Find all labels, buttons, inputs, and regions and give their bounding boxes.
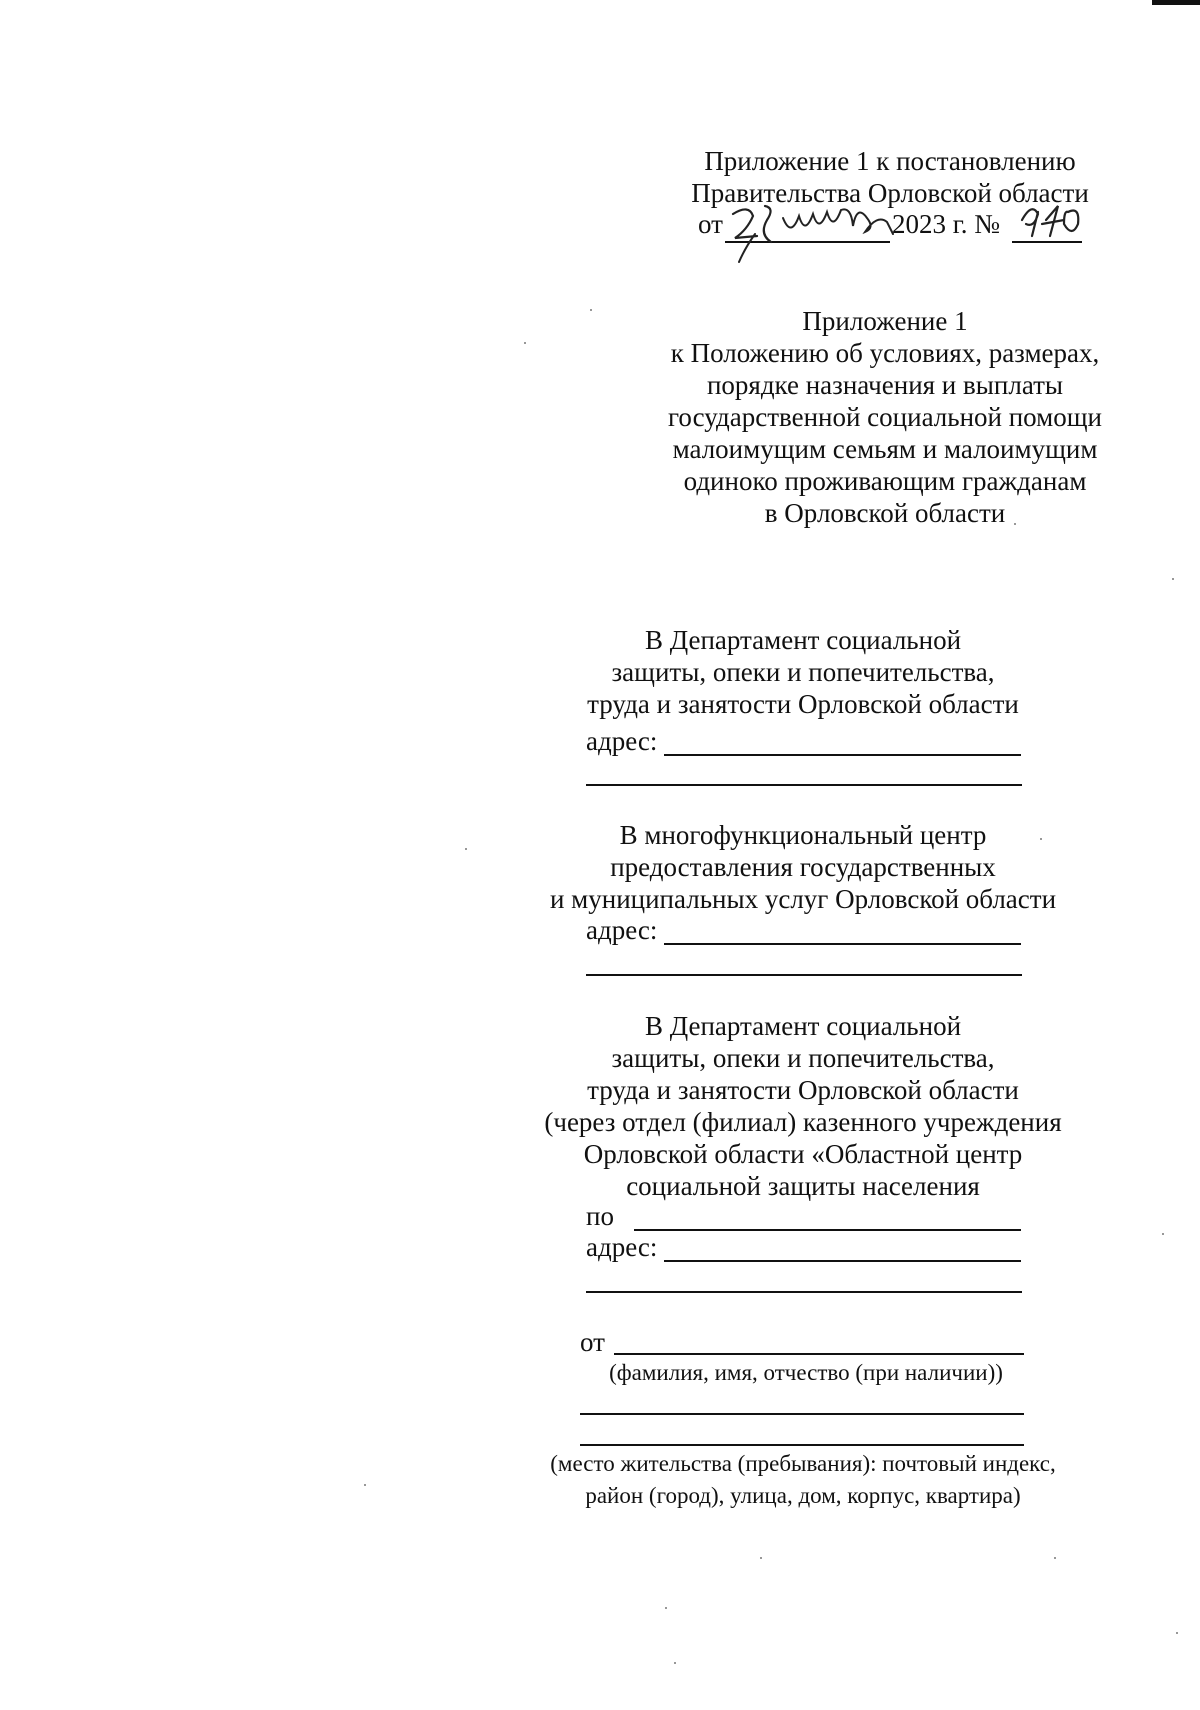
- addressee-2-address-line-2[interactable]: [586, 974, 1022, 976]
- handwritten-number: [1012, 200, 1092, 240]
- applicant-residence-hint-1: (место жительства (пребывания): почтовый индекс,: [550, 1451, 1056, 1476]
- appendix-line-1: Приложение 1: [802, 306, 968, 336]
- approval-line-1: Приложение 1 к постановлению: [704, 146, 1076, 176]
- scan-speck: [524, 342, 526, 344]
- scan-speck: [674, 1662, 676, 1664]
- appendix-line-6: одиноко проживающим гражданам: [683, 466, 1087, 496]
- addressee-3-po-label: по: [586, 1201, 614, 1231]
- addressee-3-line-6: социальной защиты населения: [626, 1171, 980, 1201]
- scan-speck: [760, 1557, 762, 1559]
- addressee-2-line-3: и муниципальных услуг Орловской области: [549, 884, 1057, 914]
- scan-edge-mark: [1152, 0, 1200, 5]
- number-underline: [1012, 241, 1082, 243]
- addressee-1-address-line-1[interactable]: [664, 754, 1021, 756]
- addressee-1-address-label: адрес:: [586, 726, 658, 756]
- scan-speck: [1172, 578, 1174, 580]
- addressee-3-line-4: (через отдел (филиал) казенного учреждения: [544, 1107, 1062, 1137]
- applicant-residence-hint-2: район (город), улица, дом, корпус, квартира): [585, 1483, 1021, 1508]
- applicant-residence-line-1[interactable]: [580, 1413, 1024, 1415]
- scan-speck: [590, 309, 592, 311]
- addressee-1-line-3: труда и занятости Орловской области: [587, 689, 1019, 719]
- appendix-line-7: в Орловской области: [764, 498, 1006, 528]
- addressee-2-line-2: предоставления государственных: [610, 852, 996, 882]
- approval-line-2: Правительства Орловской области: [691, 178, 1089, 208]
- approval-year: 2023 г. №: [892, 209, 1001, 239]
- addressee-3-line-1: В Департамент социальной: [644, 1011, 962, 1041]
- scan-speck: [1014, 523, 1016, 525]
- scan-speck: [1162, 1233, 1164, 1235]
- approval-date-prefix: от: [698, 209, 723, 239]
- addressee-2-line-1: В многофункциональный центр: [619, 820, 987, 850]
- addressee-3-address-line-2[interactable]: [586, 1291, 1022, 1293]
- addressee-3-address-line-1[interactable]: [664, 1260, 1021, 1262]
- scan-speck: [1040, 838, 1042, 840]
- appendix-line-3: порядке назначения и выплаты: [706, 370, 1064, 400]
- addressee-3-line-5: Орловской области «Областной центр: [583, 1139, 1023, 1169]
- applicant-name-line[interactable]: [614, 1353, 1024, 1355]
- addressee-3-address-label: адрес:: [586, 1232, 658, 1262]
- addressee-3-line-2: защиты, опеки и попечительства,: [611, 1043, 995, 1073]
- addressee-3-branch-line[interactable]: [634, 1229, 1021, 1231]
- addressee-2-address-label: адрес:: [586, 915, 658, 945]
- applicant-from-label: от: [580, 1327, 605, 1357]
- addressee-3-line-3: труда и занятости Орловской области: [587, 1075, 1019, 1105]
- addressee-1-line-2: защиты, опеки и попечительства,: [611, 657, 995, 687]
- appendix-line-2: к Положению об условиях, размерах,: [670, 338, 1100, 368]
- handwritten-date-signature: [725, 200, 895, 270]
- scan-speck: [465, 848, 467, 850]
- addressee-1-line-1: В Департамент социальной: [644, 625, 962, 655]
- appendix-line-5: малоимущим семьям и малоимущим: [672, 434, 1098, 464]
- appendix-line-4: государственной социальной помощи: [668, 402, 1102, 432]
- scan-speck: [1176, 1632, 1178, 1634]
- addressee-2-address-line-1[interactable]: [664, 943, 1021, 945]
- scan-speck: [364, 1484, 366, 1486]
- applicant-residence-line-2[interactable]: [580, 1444, 1024, 1446]
- applicant-name-hint: (фамилия, имя, отчество (при наличии)): [609, 1360, 1003, 1385]
- scan-speck: [665, 1607, 667, 1609]
- addressee-1-address-line-2[interactable]: [586, 784, 1022, 786]
- scan-speck: [1054, 1557, 1056, 1559]
